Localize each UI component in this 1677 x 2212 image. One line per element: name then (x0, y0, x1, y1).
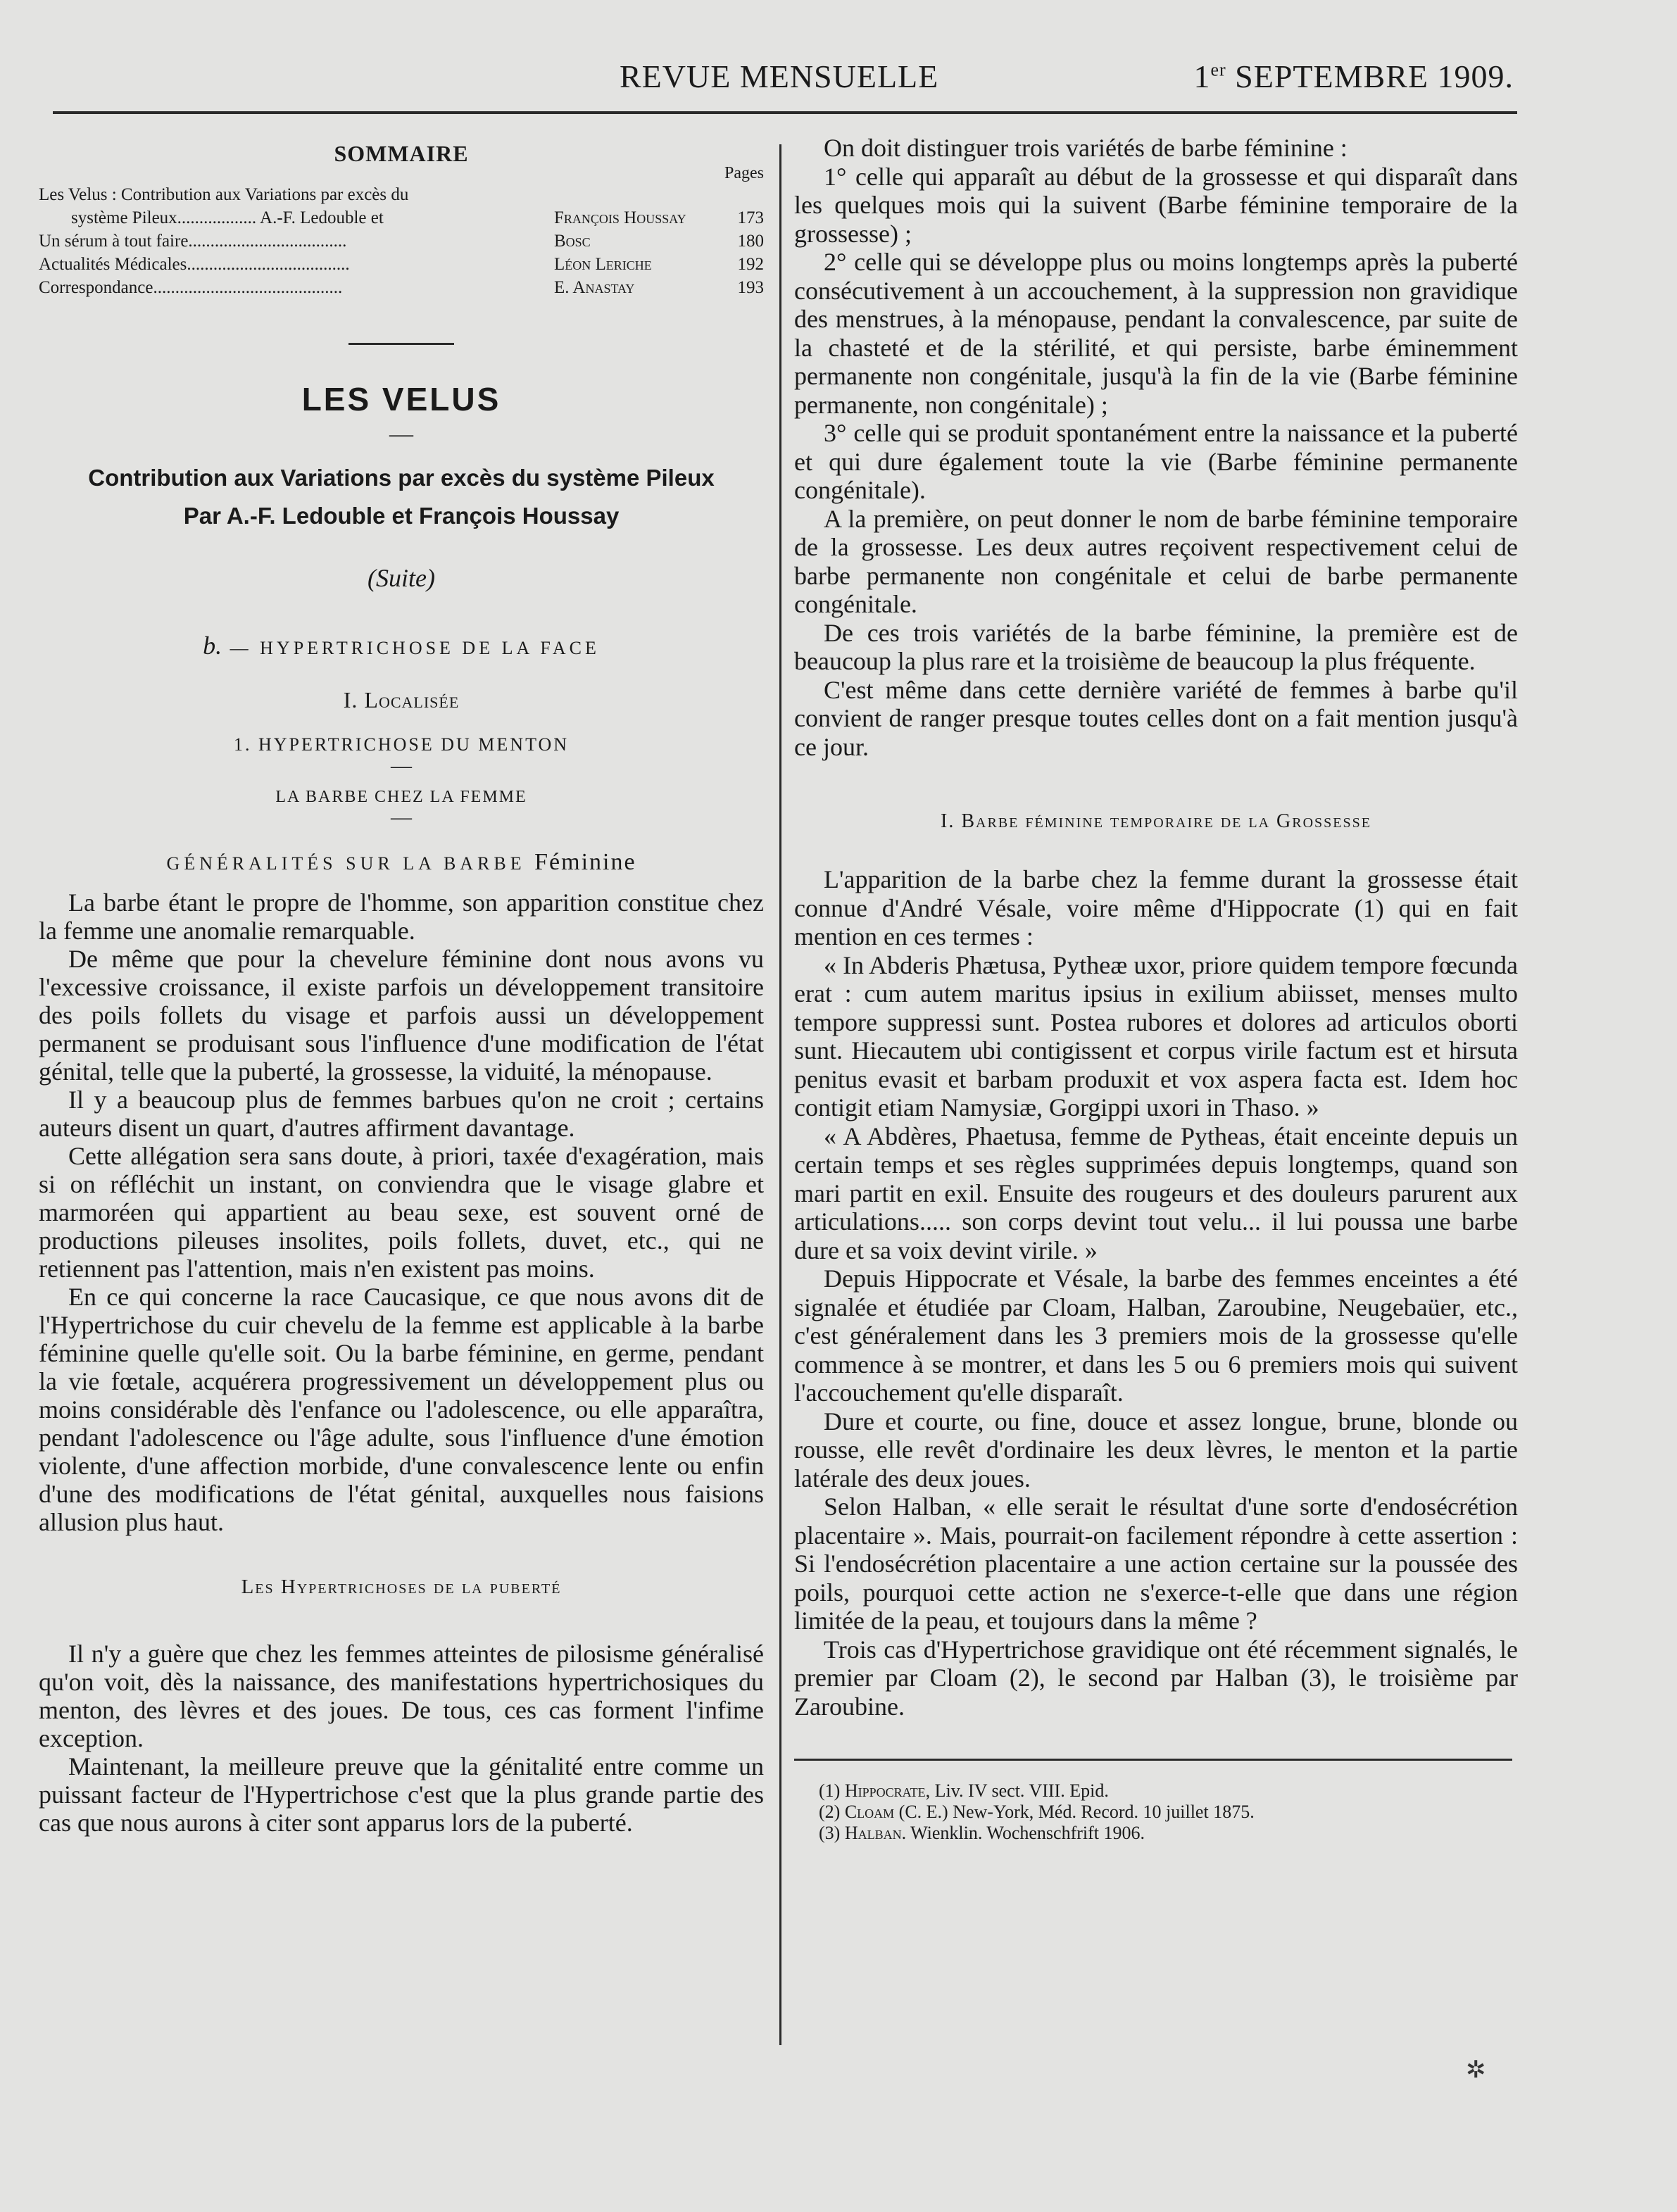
toc-author: Léon Leriche (554, 255, 652, 274)
toc-author: Bosc (554, 232, 591, 251)
paragraph: On doit distinguer trois variétés de barbe féminine : (824, 134, 1348, 162)
page-header (49, 58, 1514, 107)
toc-title: système Pileux.................. A.-F. Ledouble et (71, 208, 384, 227)
paragraph: Il n'y a guère que chez les femmes atteintes de pilosisme généralisé qu'on voit, dès la naissance, des manifestations hypertrichosiques du menton, des lèvres et des joues. De tous, ces cas forment l'infime exception. (39, 1640, 764, 1752)
paragraph: Selon Halban, « elle serait le résultat d'une sorte d'endosécrétion placentaire ». Mais, pourrait-on facilement répondre à cette assertion : Si l'endosécrétion placentaire a une action certaine sur la poussée des poils, pourquoi cette action ne s'exerce-t-elle que dans une région limitée de la peau, et toujours dans la même ? (794, 1493, 1518, 1635)
toc-page: 192 (737, 255, 764, 274)
article-authors: Par A.-F. Ledouble et François Houssay (183, 503, 620, 529)
generalites-b: Féminine (534, 849, 636, 875)
toc-page: 193 (737, 278, 764, 297)
generalites-a: GÉNÉRALITÉS SUR LA BARBE (166, 853, 535, 874)
table-of-contents (39, 183, 764, 299)
paragraph: Depuis Hippocrate et Vésale, la barbe des femmes enceintes a été signalée et étudiée par Cloam, Halban, Zaroubine, Neugebaüer, etc., c'est généralement dans les 3 premiers mois de la grossesse qu'elle commence à se montrer, et dans les 5 ou 6 premiers mois qui suivent l'accouchement qu'elle disparaît. (794, 1264, 1518, 1407)
footnote (794, 1802, 1518, 1823)
footnote (794, 1780, 1518, 1802)
footnote-text: . Wienklin. Wochenschfrift 1906. (901, 1823, 1145, 1843)
article-subtitle: Contribution aux Variations par excès du système Pileux (88, 465, 715, 491)
toc-page: 173 (737, 208, 764, 227)
paragraph: Trois cas d'Hypertrichose gravidique ont été récemment signalés, le premier par Cloam (2), le second par Halban (3), le troisième par Zaroubine. (794, 1635, 1518, 1721)
paragraph: Dure et courte, ou fine, douce et assez longue, brune, blonde ou rousse, elle revêt d'ordinaire les deux lèvres, le menton et la partie latérale des deux joues. (794, 1407, 1518, 1493)
section-heading (39, 631, 764, 660)
paragraph: Maintenant, la meilleure preuve que la génitalité entre comme un puissant facteur de l'Hypertrichose c'est que la plus grande partie des cas que nous aurons à citer sont apparus lors de la puberté. (39, 1752, 764, 1837)
toc-entry (39, 253, 764, 276)
footnote-rule (794, 1759, 1512, 1761)
toc-page: 180 (737, 232, 764, 251)
toc-title: Actualités Médicales..................................... (39, 255, 350, 274)
mini-dash: — (391, 754, 412, 777)
footnote-name: Hippocrate (844, 1780, 926, 1801)
paragraph: L'apparition de la barbe chez la femme durant la grossesse était connue d'André Vésale, voire même d'Hippocrate (1) qui en fait mention en ces termes : (794, 865, 1518, 950)
paragraph: De même que pour la chevelure féminine dont nous avons vu l'excessive croissance, il existe parfois un développement transitoire des poils follets du visage et parfois aussi un développement permanent se produisant sous l'influence d'une modification de l'état génital, telle que la puberté, la grossesse, la viduité, la ménopause. (39, 945, 764, 1086)
subsection-menton: 1. HYPERTRICHOSE DU MENTON (233, 734, 570, 755)
paragraph: La barbe étant le propre de l'homme, son apparition constitue chez la femme une anomalie remarquable. (39, 888, 764, 945)
header-rule (53, 111, 1517, 114)
generalites-heading (39, 849, 764, 876)
subsection-heading: I. Localisée (343, 687, 460, 712)
issue-date (1193, 58, 1514, 95)
sommaire-title: SOMMAIRE (334, 141, 469, 166)
sommaire-pages-label: Pages (724, 164, 764, 182)
right-column (794, 134, 1518, 1844)
toc-author: François Houssay (554, 208, 686, 227)
grossesse-heading: I. Barbe féminine temporaire de la Grossesse (941, 810, 1371, 832)
paragraph: 3° celle qui se produit spontanément entre la naissance et la puberté et qui dure également toute la vie (Barbe féminine permanente congénitale). (794, 419, 1518, 504)
footnote-number: (1) (819, 1780, 845, 1801)
puberte-heading: Les Hypertrichoses de la puberté (241, 1576, 562, 1598)
toc-author: E. Anastay (554, 278, 635, 297)
paragraph: A la première, on peut donner le nom de barbe féminine temporaire de la grossesse. Les deux autres reçoivent respectivement celui de barbe permanente non congénitale et celui de barbe permanente congénitale. (794, 504, 1518, 618)
magazine-title: REVUE MENSUELLE (620, 58, 939, 94)
paragraph: Il y a beaucoup plus de femmes barbues qu'on ne croit ; certains auteurs disent un quart, d'autres affirment davantage. (39, 1086, 764, 1142)
paragraph: « A Abdères, Phaetusa, femme de Pytheas, était enceinte depuis un certain temps et ses règles supprimées depuis longtemps, quand son mari partit en exil. Ensuite des rougeurs et des douleurs parurent aux articulations..... son corps devint tout velu... il lui poussa une barbe dure et sa voix devint virile. » (794, 1121, 1518, 1264)
footnote-text: , Liv. IV sect. VIII. Epid. (925, 1780, 1109, 1801)
section-rule (348, 343, 454, 345)
subsection-barbe-femme: LA BARBE CHEZ LA FEMME (275, 788, 527, 806)
toc-title: Correspondance........................................... (39, 278, 343, 297)
paragraph: C'est même dans cette dernière variété de femmes à barbe qu'il convient de ranger presque toutes celles dont on a fait mention jusqu'à ce jour. (794, 675, 1518, 761)
title-dash: — (389, 421, 413, 447)
section-text: — HYPERTRICHOSE DE LA FACE (222, 638, 600, 658)
toc-entry (39, 206, 764, 230)
section-letter: b. (203, 631, 222, 660)
footnote-number: (3) (819, 1823, 845, 1843)
toc-title: Un sérum à tout faire.................................... (39, 232, 347, 251)
date-day: 1 (1193, 58, 1211, 94)
asterisk-ornament: ✲ (1466, 2057, 1486, 2083)
paragraph: En ce qui concerne la race Caucasique, ce que nous avons dit de l'Hypertrichose du cuir chevelu de la femme est applicable à la barbe féminine quelle qu'elle soit. Ou la barbe féminine, en germe, pendant la vie fœtale, acquérera progressivement un développement plus ou moins considérable dès l'enfance ou l'adolescence, ou elle apparaîtra, pendant l'adolescence ou l'âge adulte, sous l'influence d'une émotion violente, d'une affection morbide, d'une convalescence lente ou enfin d'une des modifications de l'état génital, auxquelles nous faisions allusion plus haut. (39, 1283, 764, 1536)
paragraph: De ces trois variétés de la barbe féminine, la première est de beaucoup la plus rare et la troisième de beaucoup la plus fréquente. (794, 618, 1518, 675)
toc-entry (39, 230, 764, 253)
article-suite: (Suite) (368, 564, 435, 592)
column-divider (779, 144, 781, 2045)
paragraph: 2° celle qui se développe plus ou moins longtemps après la puberté consécutivement à un accouchement, à la suppression non gravidique des menstrues, à la ménopause, pendant la convalescence, par suite de la chasteté et de la stérilité, et qui persiste, barbe éminemment permanente non congénitale, jusqu'à la fin de la vie (Barbe féminine permanente, non congénitale) ; (794, 248, 1518, 419)
paragraph: Cette allégation sera sans doute, à priori, taxée d'exagération, mais si on réfléchit un instant, on conviendra que le visage glabre et marmoréen qui appartient au beau sexe, est souvent orné de productions pileuses insolites, poils follets, duvet, etc., qui ne retiennent pas l'attention, mais n'en existent pas moins. (39, 1142, 764, 1283)
date-month-year: SEPTEMBRE 1909. (1226, 58, 1514, 94)
paragraph: 1° celle qui apparaît au début de la grossesse et qui disparaît dans les quelques mois qui la suivent (Barbe féminine temporaire de la grossesse) ; (794, 162, 1518, 248)
article-title: LES VELUS (301, 381, 501, 417)
mini-dash: — (391, 805, 412, 829)
footnote (794, 1823, 1518, 1844)
toc-title: Les Velus : Contribution aux Variations par excès du (39, 185, 409, 204)
paragraph: « In Abderis Phætusa, Pytheæ uxor, priore quidem tempore fœcunda erat : cum autem maritus ipsius in exilium abiisset, menses multo tempore suppressi sunt. Postea rubores et dolores ad articulos oborti sunt. Hiecautem ubi contigissent et corpus virile factum est et hirsuta penitus evasit et barbam produxit et vox aspera facta est. Idem hoc contigit etiam Namysiæ, Gorgippi uxori in Thaso. » (794, 950, 1518, 1121)
footnote-number: (2) (819, 1802, 845, 1822)
footnote-name: Cloam (844, 1802, 895, 1822)
footnote-name: Halban (844, 1823, 902, 1843)
left-column (39, 134, 764, 1837)
toc-entry (39, 276, 764, 299)
toc-line (39, 183, 764, 206)
footnote-text: (C. E.) New-York, Méd. Record. 10 juillet 1875. (894, 1802, 1255, 1822)
date-suffix: er (1210, 59, 1226, 80)
